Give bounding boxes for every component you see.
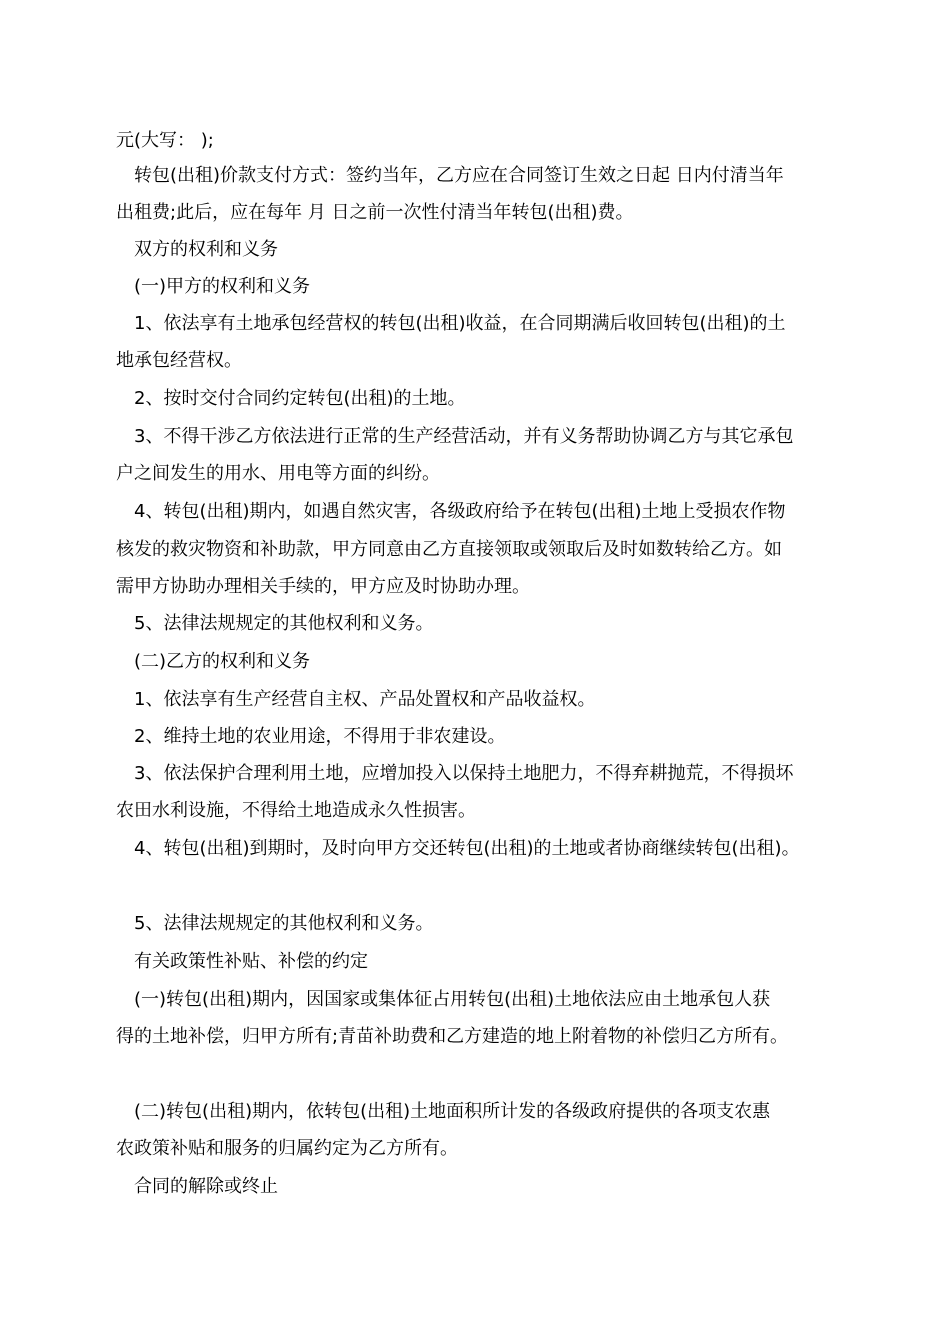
party-b-item-3-line2: 农田水利设施，不得给土地造成永久性损害。 [116,800,476,821]
party-a-item-4-line3: 需甲方协助办理相关手续的，甲方应及时协助办理。 [116,576,530,597]
party-b-item-5: 5、法律法规规定的其他权利和义务。 [134,913,434,934]
section-heading-rights: 双方的权利和义务 [134,239,278,260]
subsection-heading-party-b: (二)乙方的权利和义务 [134,651,311,672]
subsidy-item-1-line2: 得的土地补偿，归甲方所有;青苗补助费和乙方建造的地上附着物的补偿归乙方所有。 [116,1026,789,1047]
section-heading-termination: 合同的解除或终止 [134,1176,278,1197]
section-heading-subsidy: 有关政策性补贴、补偿的约定 [134,951,368,972]
subsidy-item-2-line2: 农政策补贴和服务的归属约定为乙方所有。 [116,1138,458,1159]
subsidy-item-1-line1: (一)转包(出租)期内，因国家或集体征占用转包(出租)土地依法应由土地承包人获 [134,989,771,1010]
party-a-item-3-line2: 户之间发生的用水、用电等方面的纠纷。 [116,463,440,484]
party-a-item-3-line1: 3、不得干涉乙方依法进行正常的生产经营活动，并有义务帮助协调乙方与其它承包 [134,426,794,447]
subsection-heading-party-a: (一)甲方的权利和义务 [134,276,311,297]
paragraph-payment-method-line1: 转包(出租)价款支付方式：签约当年，乙方应在合同签订生效之日起 日内付清当年 [134,165,784,186]
party-b-item-3-line1: 3、依法保护合理利用土地，应增加投入以保持土地肥力，不得弃耕抛荒，不得损坏 [134,763,794,784]
party-a-item-1-line1: 1、依法享有土地承包经营权的转包(出租)收益，在合同期满后收回转包(出租)的土 [134,313,786,334]
party-a-item-5: 5、法律法规规定的其他权利和义务。 [134,613,434,634]
paragraph-payment-method-line2: 出租费;此后，应在每年 月 日之前一次性付清当年转包(出租)费。 [116,202,634,223]
party-a-item-4-line2: 核发的救灾物资和补助款，甲方同意由乙方直接领取或领取后及时如数转给乙方。如 [116,539,782,560]
party-a-item-1-line2: 地承包经营权。 [116,350,242,371]
party-b-item-1: 1、依法享有生产经营自主权、产品处置权和产品收益权。 [134,689,596,710]
party-a-item-2: 2、按时交付合同约定转包(出租)的土地。 [134,388,466,409]
party-b-item-4: 4、转包(出租)到期时，及时向甲方交还转包(出租)的土地或者协商继续转包(出租)。 [134,838,800,859]
subsidy-item-2-line1: (二)转包(出租)期内，依转包(出租)土地面积所计发的各级政府提供的各项支农惠 [134,1101,771,1122]
party-b-item-2: 2、维持土地的农业用途，不得用于非农建设。 [134,726,506,747]
party-a-item-4-line1: 4、转包(出租)期内，如遇自然灾害，各级政府给予在转包(出租)土地上受损农作物 [134,501,786,522]
paragraph-amount-capital: 元(大写： ); [116,130,214,151]
